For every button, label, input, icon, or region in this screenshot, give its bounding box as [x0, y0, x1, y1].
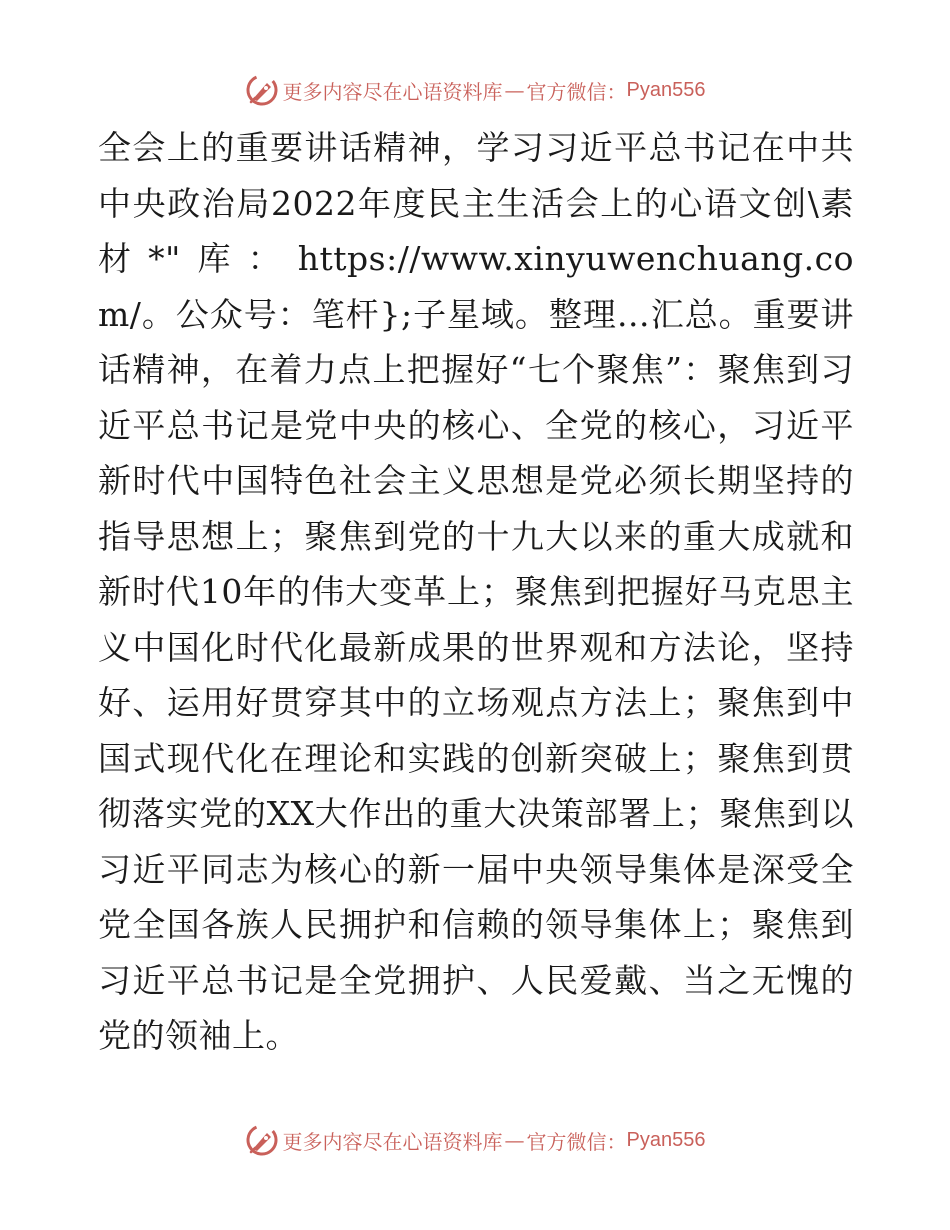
footer-banner	[0, 1120, 950, 1160]
header-separator: —	[504, 78, 525, 102]
footer-wechat-id: Pyan556	[626, 1128, 706, 1151]
footer-wechat-label: 官方微信：	[526, 1129, 627, 1154]
footer-separator: —	[504, 1128, 525, 1152]
pen-nib-circle-logo-icon	[245, 73, 279, 107]
header-wechat-id: Pyan556	[626, 78, 706, 101]
header-wechat-label: 官方微信：	[526, 79, 627, 104]
header-banner	[0, 70, 950, 110]
pen-nib-circle-logo-icon	[245, 1123, 279, 1157]
body-paragraph: 全会上的重要讲话精神，学习习近平总书记在中共中央政治局2022年度民主生活会上的心语文创\素材*"库：https://www.xinyuwenchuang.com/。公众号：笔杆};子星域。整理…汇总。重要讲话精神，在着力点上把握好“七个聚焦”：聚焦到习近平总书记是党中央的核心、全党的核心，习近平新时代中国特色社会主义思想是党必须长期坚持的指导思想上；聚焦到党的十九大以来的重大成就和新时代10年的伟大变革上；聚焦到把握好马克思主义中国化时代化最新成果的世界观和方法论，坚持好、运用好贯穿其中的立场观点方法上；聚焦到中国式现代化在理论和实践的创新突破上；聚焦到贯彻落实党的XX大作出的重大决策部署上；聚焦到以习近平同志为核心的新一届中央领导集体是深受全党全国各族人民拥护和信赖的领导集体上；聚焦到习近平总书记是全党拥护、人民爱戴、当之无愧的党的领袖上。	[98, 128, 854, 1055]
header-banner-text: 更多内容尽在心语资料库	[282, 79, 503, 104]
footer-banner-text: 更多内容尽在心语资料库	[282, 1129, 503, 1154]
